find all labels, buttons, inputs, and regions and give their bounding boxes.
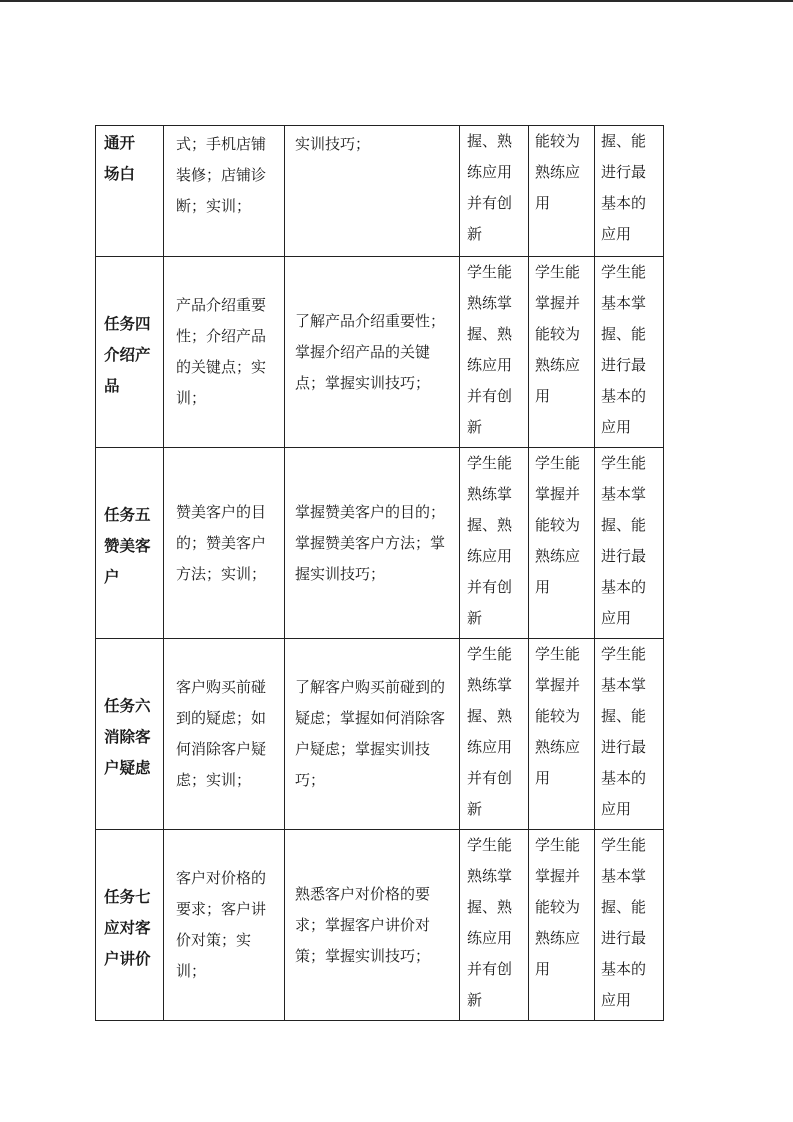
goal-cell: 熟悉客户对价格的要求；掌握客户讲价对策；掌握实训技巧； [285,830,460,1021]
level-good-cell: 学生能掌握并能较为熟练应用 [529,639,595,830]
content-cell: 客户购买前碰到的疑虑；如何消除客户疑虑；实训； [164,639,285,830]
goal-cell: 了解客户购买前碰到的疑虑；掌握如何消除客户疑虑；掌握实训技巧； [285,639,460,830]
curriculum-table [95,125,664,1021]
level-pass-cell: 学生能基本掌握、能进行最基本的应用 [595,257,664,448]
level-excellent-cell: 学生能熟练掌握、熟练应用并有创新 [460,448,529,639]
level-good-cell: 学生能掌握并能较为熟练应用 [529,257,595,448]
goal-cell: 了解产品介绍重要性；掌握介绍产品的关键点；掌握实训技巧； [285,257,460,448]
level-excellent-cell: 学生能熟练掌握、熟练应用并有创新 [460,830,529,1021]
level-excellent-cell: 学生能熟练掌握、熟练应用并有创新 [460,639,529,830]
task-name-cell: 任务七应对客户讲价 [96,830,164,1021]
scan-top-edge [0,0,793,2]
level-pass-cell: 学生能基本掌握、能进行最基本的应用 [595,639,664,830]
table-row [96,639,664,830]
level-pass-cell: 握、能进行最基本的应用 [595,126,664,257]
task-name-cell: 通开场白 [96,126,164,257]
table-row [96,257,664,448]
level-excellent-cell: 握、熟练应用并有创新 [460,126,529,257]
task-name-cell: 任务四介绍产品 [96,257,164,448]
content-cell: 客户对价格的要求；客户讲价对策；实训； [164,830,285,1021]
content-cell: 赞美客户的目的；赞美客户方法；实训； [164,448,285,639]
content-cell: 式；手机店铺装修；店铺诊断；实训； [164,126,285,257]
table-row [96,448,664,639]
level-pass-cell: 学生能基本掌握、能进行最基本的应用 [595,830,664,1021]
goal-cell: 掌握赞美客户的目的；掌握赞美客户方法；掌握实训技巧； [285,448,460,639]
table-row [96,126,664,257]
table-row [96,830,664,1021]
level-good-cell: 学生能掌握并能较为熟练应用 [529,830,595,1021]
level-pass-cell: 学生能基本掌握、能进行最基本的应用 [595,448,664,639]
goal-cell: 实训技巧； [285,126,460,257]
task-name-cell: 任务五赞美客户 [96,448,164,639]
content-cell: 产品介绍重要性；介绍产品的关键点；实训； [164,257,285,448]
level-good-cell: 学生能掌握并能较为熟练应用 [529,448,595,639]
level-good-cell: 能较为熟练应用 [529,126,595,257]
level-excellent-cell: 学生能熟练掌握、熟练应用并有创新 [460,257,529,448]
task-name-cell: 任务六消除客户疑虑 [96,639,164,830]
